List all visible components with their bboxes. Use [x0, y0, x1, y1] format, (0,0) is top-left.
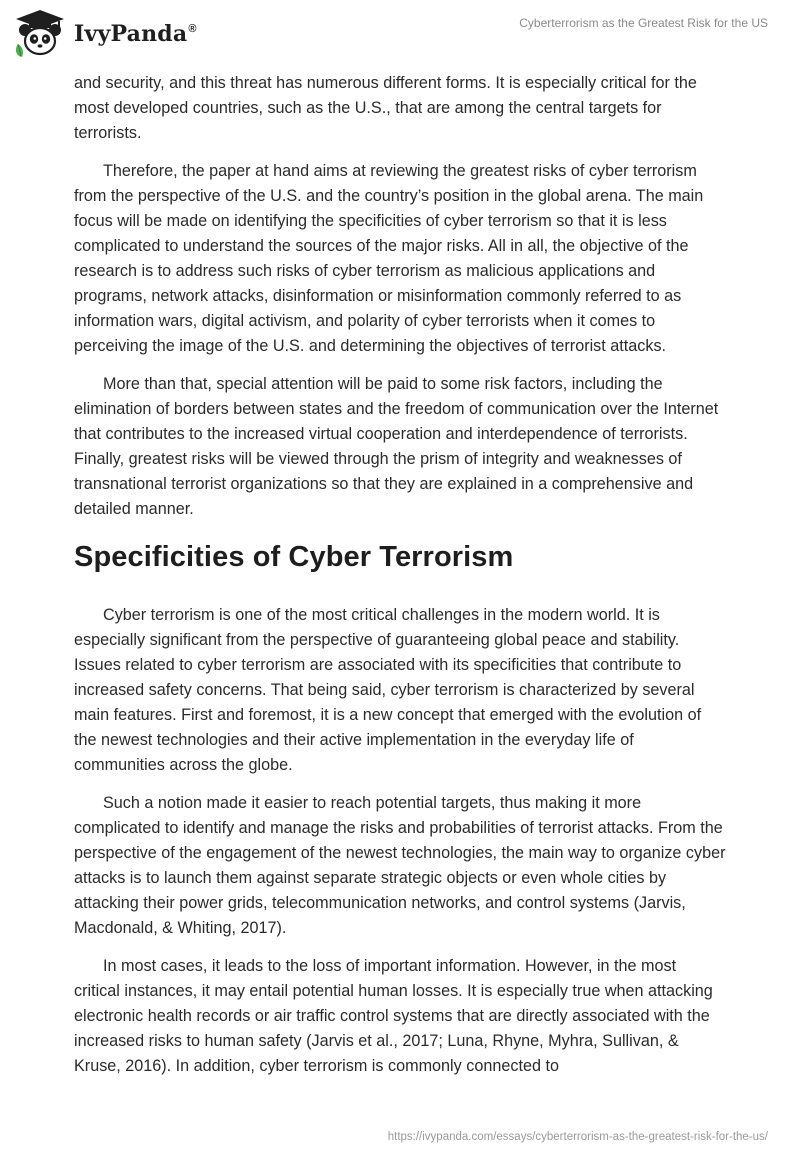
document-title: Cyberterrorism as the Greatest Risk for the US	[519, 16, 768, 30]
section-heading: Specificities of Cyber Terrorism	[74, 541, 514, 573]
source-url-link[interactable]: https://ivypanda.com/essays/cyberterrorism-as-the-greatest-risk-for-the-us/	[387, 1131, 768, 1143]
essay-content	[74, 71, 726, 1092]
paragraph-4: Cyber terrorism is one of the most critical challenges in the modern world. It is especially significant from the perspective of guaranteeing global peace and stability. Issues related to cyber terrorism are associated with its specificities that contribute to increased safety concerns. That being said, cyber terrorism is characterized by several main features. First and foremost, it is a new concept that emerged with the evolution of the newest technologies and their active implementation in the everyday life of communities across the globe.	[74, 606, 702, 774]
page-header	[0, 0, 800, 70]
panda-logo-icon	[12, 8, 68, 60]
paragraph-2: Therefore, the paper at hand aims at reviewing the greatest risks of cyber terrorism from the perspective of the U.S. and the country’s position in the global arena. The main focus will be made on identifying the specificities of cyber terrorism so that it is less complicated to understand the sources of the major risks. All in all, the objective of the research is to address such risks of cyber terrorism as malicious applications and programs, network attacks, disinformation or misinformation commonly referred to as information wars, digital activism, and polarity of cyber terrorists when it comes to perceiving the image of the U.S. and determining the objectives of terrorist attacks.	[74, 162, 704, 355]
brand-name: IvyPanda®	[74, 21, 197, 47]
paragraph-1: and security, and this threat has numerous different forms. It is especially critical for the most developed countries, such as the U.S., that are among the central targets for terrorists.	[74, 74, 697, 142]
paragraph-3: More than that, special attention will be paid to some risk factors, including the elimination of borders between states and the freedom of communication over the Internet that contributes to the increased virtual cooperation and interdependence of terrorists. Finally, greatest risks will be viewed through the prism of integrity and weaknesses of transnational terrorist organizations so that they are explained in a comprehensive and detailed manner.	[74, 375, 719, 518]
brand-logo[interactable]	[12, 8, 197, 60]
paragraph-6: In most cases, it leads to the loss of important information. However, in the most critical instances, it may entail potential human losses. It is especially true when attacking electronic health records or air traffic control systems that are directly associated with the increased risks to human safety (Jarvis et al., 2017; Luna, Rhyne, Myhra, Sullivan, & Kruse, 2016). In addition, cyber terrorism is commonly connected to	[74, 957, 713, 1075]
paragraph-5: Such a notion made it easier to reach potential targets, thus making it more complicated to identify and manage the risks and probabilities of terrorist attacks. From the perspective of the engagement of the newest technologies, the main way to organize cyber attacks is to launch them against separate strategic objects or even whole cities by attacking their power grids, telecommunication networks, and control systems (Jarvis, Macdonald, & Whiting, 2017).	[74, 794, 726, 937]
